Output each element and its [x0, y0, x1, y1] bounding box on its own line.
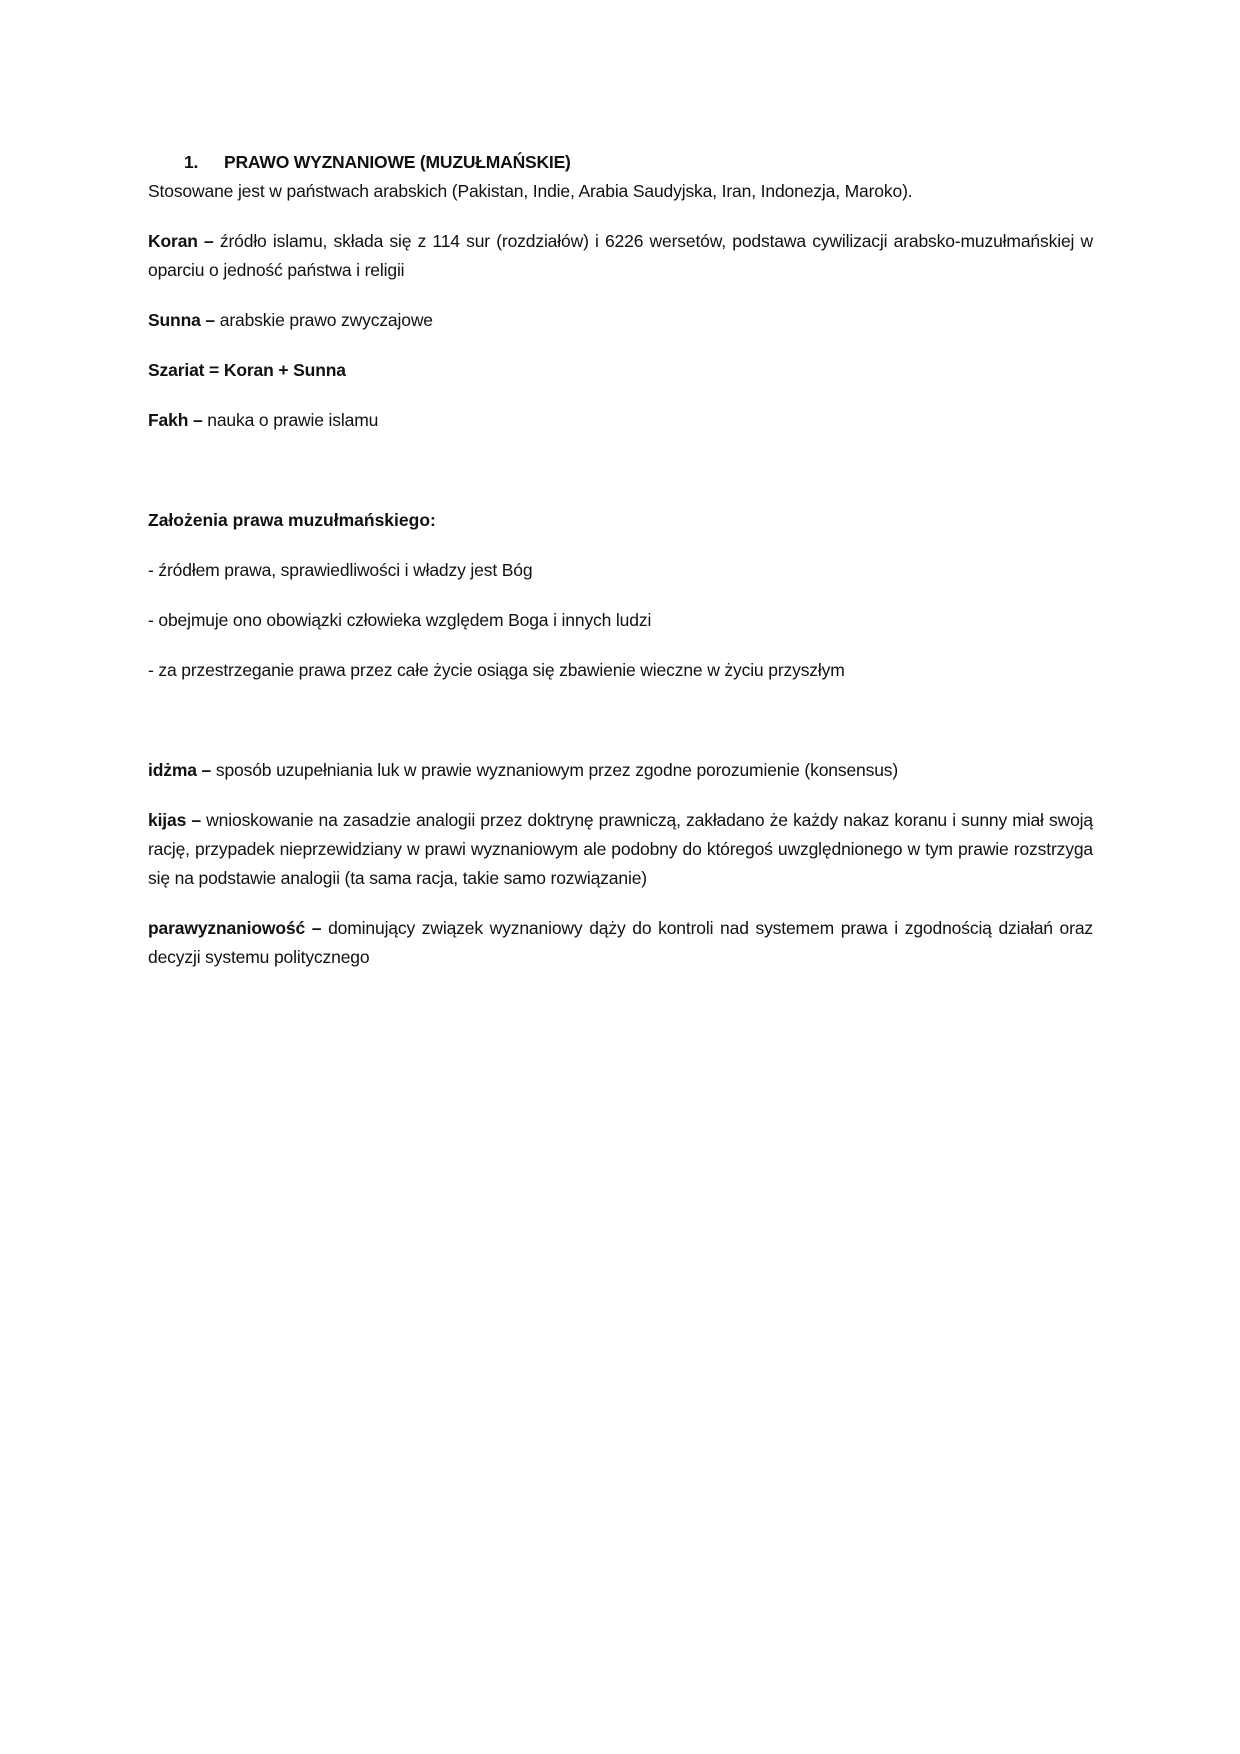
assumption-item: - za przestrzeganie prawa przez całe życie osiąga się zbawienie wieczne w życiu przyszłym [148, 660, 845, 680]
definition-text: nauka o prawie islamu [202, 410, 379, 430]
definition-szariat [148, 356, 1093, 385]
concept-term: parawyznaniowość – [148, 918, 322, 938]
concept-kijas [148, 806, 1093, 893]
definition-term: Koran – [148, 231, 214, 251]
concept-term: idżma – [148, 760, 212, 780]
concept-text: sposób uzupełniania luk w prawie wyznaniowym przez zgodne porozumienie (konsensus) [211, 760, 899, 780]
assumption-item: - źródłem prawa, sprawiedliwości i władzy jest Bóg [148, 560, 533, 580]
definition-koran [148, 227, 1093, 285]
assumption-item: - obejmuje ono obowiązki człowieka względem Boga i innych ludzi [148, 610, 652, 630]
definition-sunna [148, 306, 1093, 335]
concept-text: dominujący związek wyznaniowy dąży do kontroli nad systemem prawa i zgodnością działań oraz decyzji systemu politycznego [148, 918, 1093, 967]
concept-parawyznaniowosc [148, 914, 1093, 972]
vertical-spacer [148, 706, 1093, 756]
definition-text: arabskie prawo zwyczajowe [215, 310, 433, 330]
definition-term: Sunna – [148, 310, 216, 330]
document-content [148, 148, 1093, 993]
concept-idzma [148, 756, 1093, 785]
concept-text: wnioskowanie na zasadzie analogii przez doktrynę prawniczą, zakładano że każdy nakaz koranu i sunny miał swoją rację, przypadek nieprzewidziany w prawi wyznaniowym ale podobny do któregoś uwzględnionego w tym prawie rozstrzyga się na podstawie analogii (ta sama racja, takie samo rozwiązanie) [148, 810, 1093, 888]
definition-fakh [148, 406, 1093, 435]
heading-title: PRAWO WYZNANIOWE (MUZUŁMAŃSKIE) [224, 152, 571, 172]
definition-term: Fakh – [148, 410, 203, 430]
concept-term: kijas – [148, 810, 201, 830]
definition-text: źródło islamu, składa się z 114 sur (rozdziałów) i 6226 wersetów, podstawa cywilizacji arabsko-muzułmańskiej w oparciu o jedność państwa i religii [148, 231, 1093, 280]
vertical-spacer [148, 456, 1093, 506]
definition-term: Szariat = Koran + Sunna [148, 360, 346, 380]
intro-paragraph: Stosowane jest w państwach arabskich (Pakistan, Indie, Arabia Saudyjska, Iran, Indonezja, Maroko). [148, 181, 913, 201]
assumptions-title: Założenia prawa muzułmańskiego: [148, 510, 436, 530]
heading-number: 1. [184, 152, 199, 172]
section-heading [184, 148, 1093, 177]
